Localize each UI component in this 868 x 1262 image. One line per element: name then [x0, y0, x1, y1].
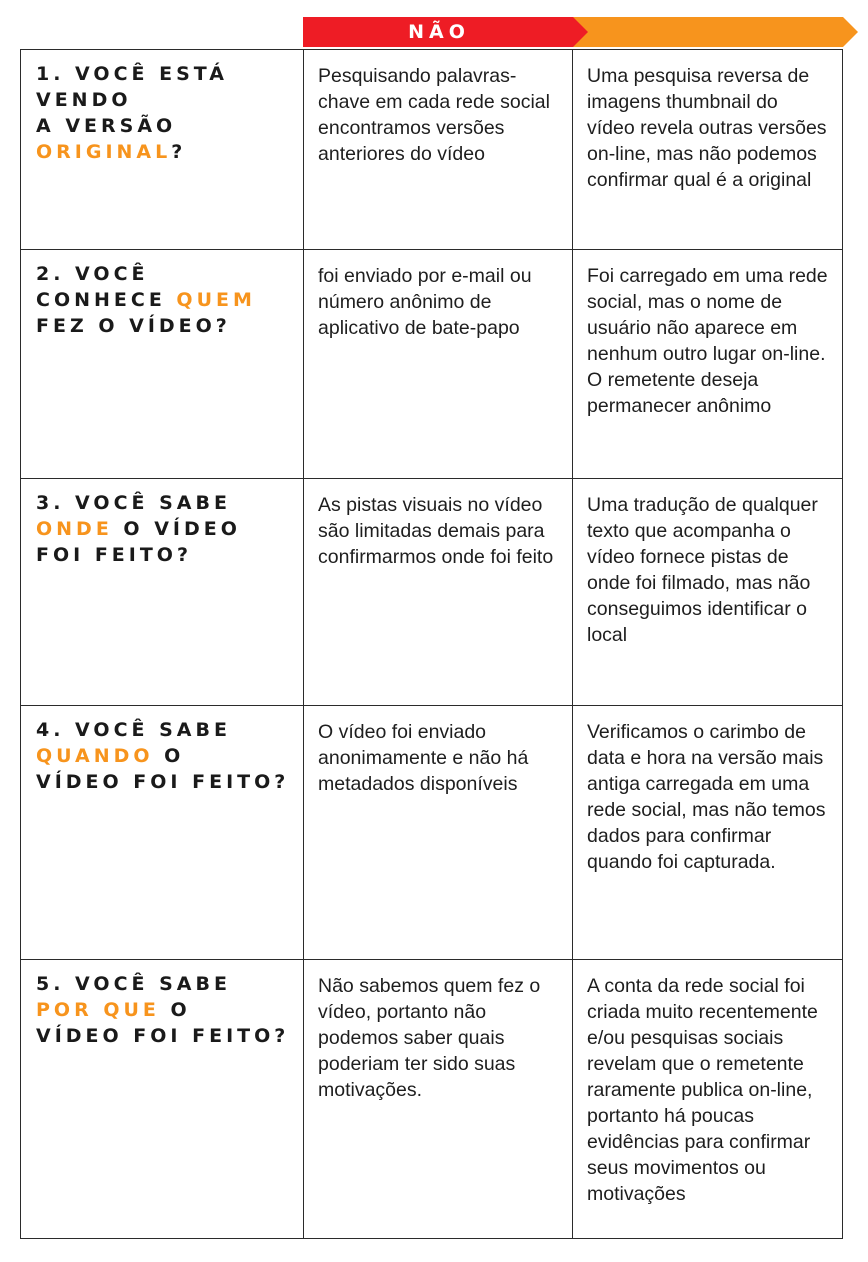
answer-cell [573, 960, 843, 1239]
answer-cell [304, 50, 573, 250]
answer-text: As pistas visuais no vídeo são limitadas demais para confirmarmos onde foi feito [318, 494, 554, 568]
question-cell [21, 50, 304, 250]
orange-arrow [572, 17, 858, 47]
answer-cell [573, 706, 843, 960]
header-banner [0, 0, 868, 49]
table-row [21, 960, 843, 1239]
question-text: 1. VOCÊ ESTÁ VENDO A VERSÃO ORIGINAL? [36, 63, 228, 163]
answer-text: O vídeo foi enviado anonimamente e não há metadados disponíveis [318, 721, 529, 795]
answer-text: foi enviado por e-mail ou número anônimo de aplicativo de bate-papo [318, 265, 532, 339]
question-keyword: QUANDO [36, 745, 154, 767]
question-cell [21, 250, 304, 479]
question-text: 4. VOCÊ SABE QUANDO O VÍDEO FOI FEITO? [36, 719, 290, 793]
question-text: 2. VOCÊ CONHECE QUEM FEZ O VÍDEO? [36, 263, 256, 337]
answer-cell [304, 479, 573, 706]
table-row [21, 479, 843, 706]
answer-text: Uma pesquisa reversa de imagens thumbnail do vídeo revela outras versões on-line, mas não podemos confirmar qual é a original [587, 65, 827, 191]
question-text: 5. VOCÊ SABE POR QUE O VÍDEO FOI FEITO? [36, 973, 290, 1047]
answer-cell [304, 960, 573, 1239]
answer-cell [573, 479, 843, 706]
answer-cell [304, 706, 573, 960]
question-keyword: ONDE [36, 518, 113, 540]
question-cell [21, 960, 304, 1239]
question-keyword: POR QUE [36, 999, 160, 1021]
answer-text: Uma tradução de qualquer texto que acompanha o vídeo fornece pistas de onde foi filmado, mas não conseguimos identificar o local [587, 494, 818, 646]
answer-text: Pesquisando palavras-chave em cada rede social encontramos versões anteriores do vídeo [318, 65, 550, 165]
answer-text: A conta da rede social foi criada muito recentemente e/ou pesquisas sociais revelam que o remetente raramente publica on-line, portanto há poucas evidências para confirmar seus movimentos ou motivações [587, 975, 818, 1205]
question-cell [21, 706, 304, 960]
table-row [21, 706, 843, 960]
answer-cell [573, 250, 843, 479]
verification-table [20, 49, 843, 1239]
answer-cell [573, 50, 843, 250]
answer-cell [304, 250, 573, 479]
header-label: NÃO [408, 21, 470, 43]
answer-text: Verificamos o carimbo de data e hora na versão mais antiga carregada em uma rede social, mas não temos dados para confirmar quando foi capturada. [587, 721, 826, 873]
question-keyword: ORIGINAL [36, 141, 172, 163]
answer-text: Não sabemos quem fez o vídeo, portanto não podemos saber quais poderiam ter sido suas motivações. [318, 975, 541, 1101]
table-row [21, 250, 843, 479]
question-cell [21, 479, 304, 706]
question-text: 3. VOCÊ SABE ONDE O VÍDEO FOI FEITO? [36, 492, 241, 566]
question-keyword: QUEM [176, 289, 256, 311]
answer-text: Foi carregado em uma rede social, mas o nome de usuário não aparece em nenhum outro lugar on-line. O remetente deseja permanecer anônimo [587, 265, 828, 417]
table-row [21, 50, 843, 250]
